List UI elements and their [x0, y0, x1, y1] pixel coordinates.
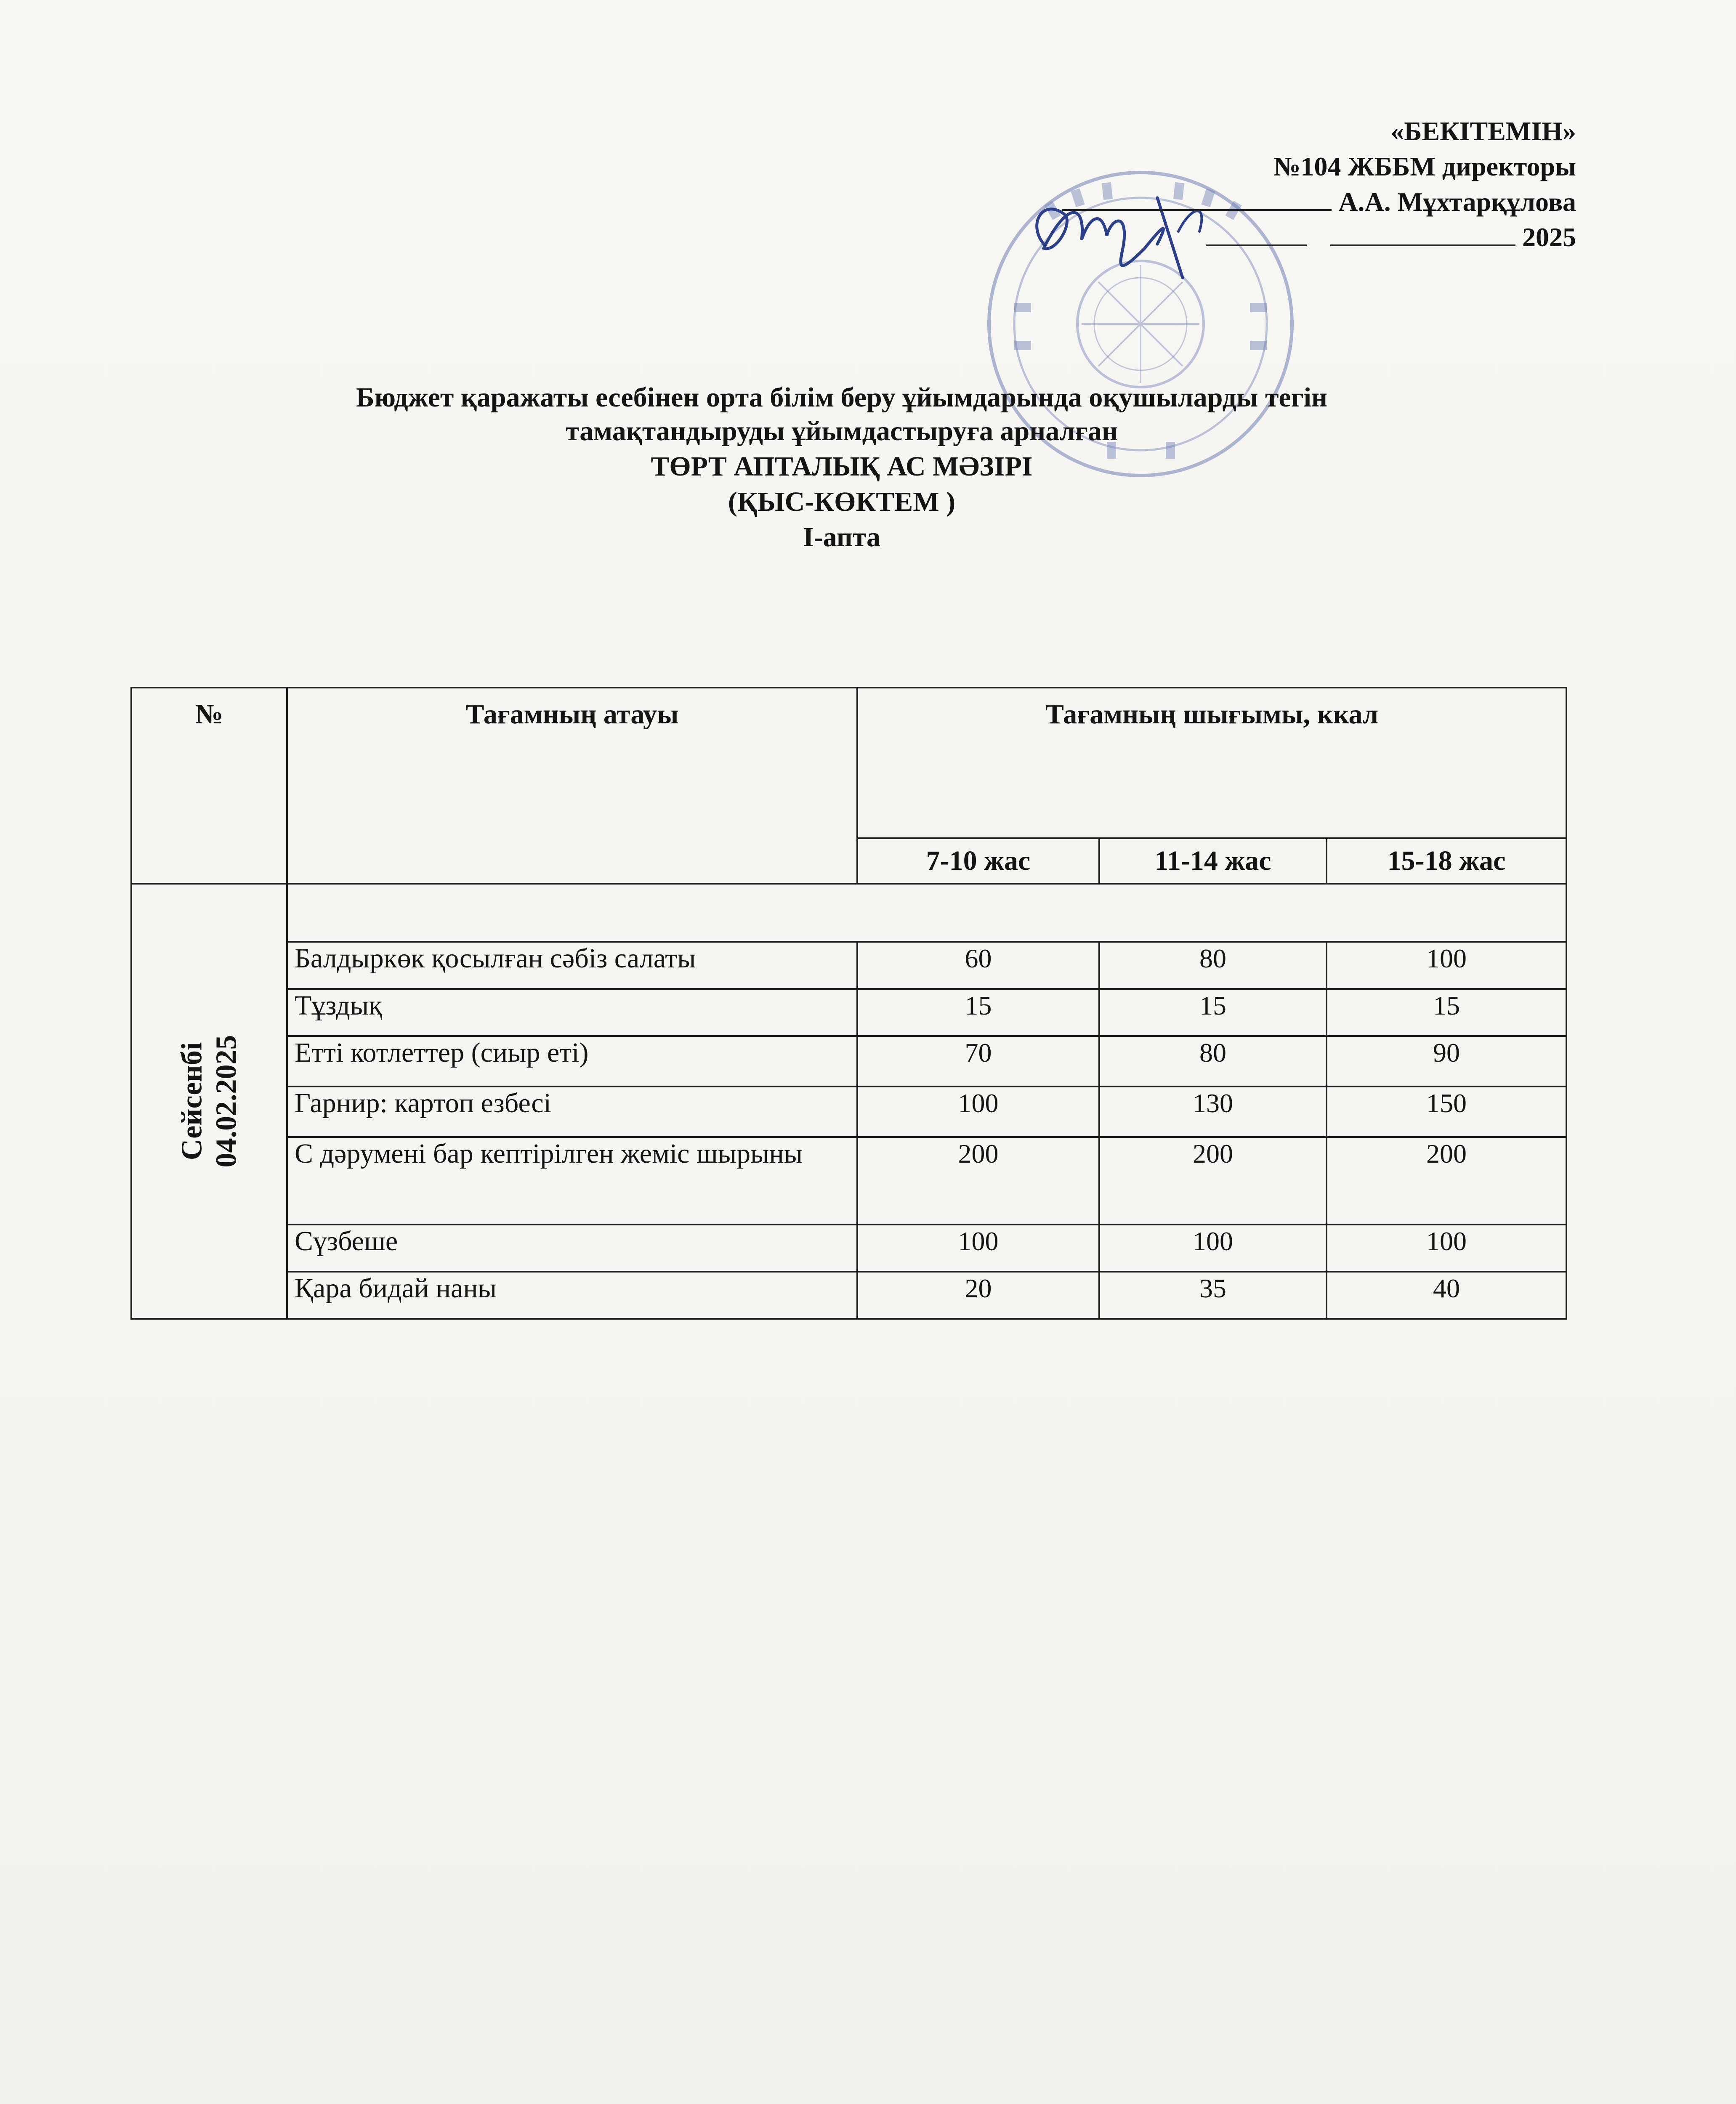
title-week: І-апта: [803, 522, 881, 553]
kcal-7-10: 100: [857, 1225, 1099, 1272]
kcal-15-18: 40: [1327, 1272, 1566, 1319]
title-season: (ҚЫС-КӨКТЕМ ): [728, 486, 956, 517]
approval-director-name: А.А. Мұхтарқұлова: [1338, 187, 1576, 217]
approval-date-line: [1062, 220, 1576, 255]
kcal-11-14: 80: [1099, 942, 1327, 989]
table-row: [131, 1036, 1566, 1087]
day-weekday: Сейсенбі: [175, 1042, 208, 1161]
kcal-15-18: 90: [1327, 1036, 1566, 1087]
signature-blank: [1062, 209, 1332, 211]
kcal-7-10: 70: [857, 1036, 1099, 1087]
title-line-2: тамақтандыруды ұйымдастыруға арналған: [566, 416, 1118, 446]
dish-name: Гарнир: картоп езбесі: [287, 1087, 857, 1137]
kcal-7-10: 200: [857, 1137, 1099, 1225]
header-number: №: [131, 688, 287, 884]
table-row: [131, 1225, 1566, 1272]
title-line-1: Бюджет қаражаты есебінен орта білім беру ұйымдарында оқушыларды тегін: [356, 382, 1328, 413]
dish-name: Етті котлеттер (сиыр еті): [287, 1036, 857, 1087]
kcal-7-10: 60: [857, 942, 1099, 989]
dish-name: Тұздық: [287, 989, 857, 1036]
kcal-15-18: 200: [1327, 1137, 1566, 1225]
header-age-15-18: 15-18 жас: [1327, 838, 1566, 884]
kcal-15-18: 100: [1327, 1225, 1566, 1272]
table-row: [131, 1137, 1566, 1225]
table-header-row: [131, 688, 1566, 838]
kcal-15-18: 100: [1327, 942, 1566, 989]
kcal-11-14: 130: [1099, 1087, 1327, 1137]
day-label: [175, 1035, 244, 1168]
kcal-11-14: 200: [1099, 1137, 1327, 1225]
header-age-7-10: 7-10 жас: [857, 838, 1099, 884]
kcal-11-14: 100: [1099, 1225, 1327, 1272]
approval-heading: «БЕКІТЕМІН»: [1390, 116, 1576, 146]
approval-year: 2025: [1522, 222, 1576, 252]
approval-signature-line: [1062, 184, 1576, 220]
empty-meal-heading-cell: [287, 884, 1566, 942]
approval-position: №104 ЖББМ директоры: [1273, 151, 1576, 181]
table-row: [131, 989, 1566, 1036]
kcal-11-14: 15: [1099, 989, 1327, 1036]
dish-name: Балдыркөк қосылған сәбіз салаты: [287, 942, 857, 989]
title-line-3: ТӨРТ АПТАЛЫҚ АС МӘЗІРІ: [651, 451, 1033, 482]
date-day-blank: [1206, 244, 1307, 246]
header-dish-name: Тағамның атауы: [287, 688, 857, 884]
kcal-15-18: 150: [1327, 1087, 1566, 1137]
approval-block: [1062, 114, 1576, 255]
table-row: [131, 1272, 1566, 1319]
day-spacer-row: [131, 884, 1566, 942]
kcal-7-10: 15: [857, 989, 1099, 1036]
kcal-7-10: 100: [857, 1087, 1099, 1137]
date-month-blank: [1330, 244, 1515, 246]
kcal-7-10: 20: [857, 1272, 1099, 1319]
header-yield-kcal: Тағамның шығымы, ккал: [857, 688, 1566, 838]
kcal-15-18: 15: [1327, 989, 1566, 1036]
header-age-11-14: 11-14 жас: [1099, 838, 1327, 884]
kcal-11-14: 35: [1099, 1272, 1327, 1319]
dish-name: Қара бидай наны: [287, 1272, 857, 1319]
table-row: [131, 1087, 1566, 1137]
day-date: 04.02.2025: [210, 1035, 242, 1168]
day-cell: [131, 884, 287, 1319]
table-row: [131, 942, 1566, 989]
kcal-11-14: 80: [1099, 1036, 1327, 1087]
menu-table: [130, 687, 1567, 1320]
dish-name: Сүзбеше: [287, 1225, 857, 1272]
document-title-block: [126, 381, 1557, 554]
dish-name: С дәрумені бар кептірілген жеміс шырыны: [287, 1137, 857, 1225]
